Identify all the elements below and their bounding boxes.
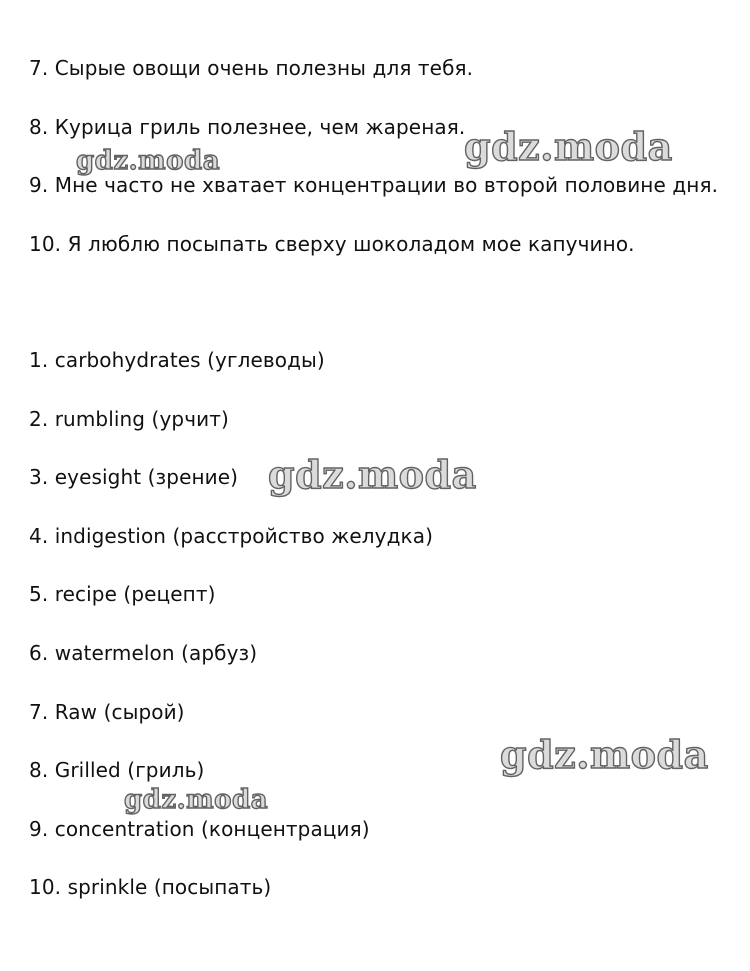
vocab-item-2: 2. rumbling (урчит) xyxy=(29,407,229,431)
vocab-item-7: 7. Raw (сырой) xyxy=(29,700,185,724)
translation-line-7: 7. Сырые овощи очень полезны для тебя. xyxy=(29,56,474,80)
watermark-logo: gdz.moda xyxy=(124,785,269,815)
vocab-item-1: 1. carbohydrates (углеводы) xyxy=(29,348,325,372)
vocab-item-3: 3. eyesight (зрение) xyxy=(29,465,239,489)
vocab-item-8: 8. Grilled (гриль) xyxy=(29,758,205,782)
vocab-item-4: 4. indigestion (расстройство желудка) xyxy=(29,524,433,548)
vocab-item-10: 10. sprinkle (посыпать) xyxy=(29,875,272,899)
vocab-item-9: 9. concentration (концентрация) xyxy=(29,817,370,841)
vocab-item-5: 5. recipe (рецепт) xyxy=(29,582,216,606)
watermark-logo: gdz.moda xyxy=(268,452,477,497)
translation-line-8: 8. Курица гриль полезнее, чем жареная. xyxy=(29,115,466,139)
watermark-logo: gdz.moda xyxy=(76,146,221,176)
vocab-item-6: 6. watermelon (арбуз) xyxy=(29,641,258,665)
watermark-logo: gdz.moda xyxy=(500,732,709,777)
translation-line-9: 9. Мне часто не хватает концентрации во второй половине дня. xyxy=(29,173,719,197)
watermark-logo: gdz.moda xyxy=(464,124,673,169)
translation-line-10: 10. Я люблю посыпать сверху шоколадом мое капучино. xyxy=(29,232,635,256)
